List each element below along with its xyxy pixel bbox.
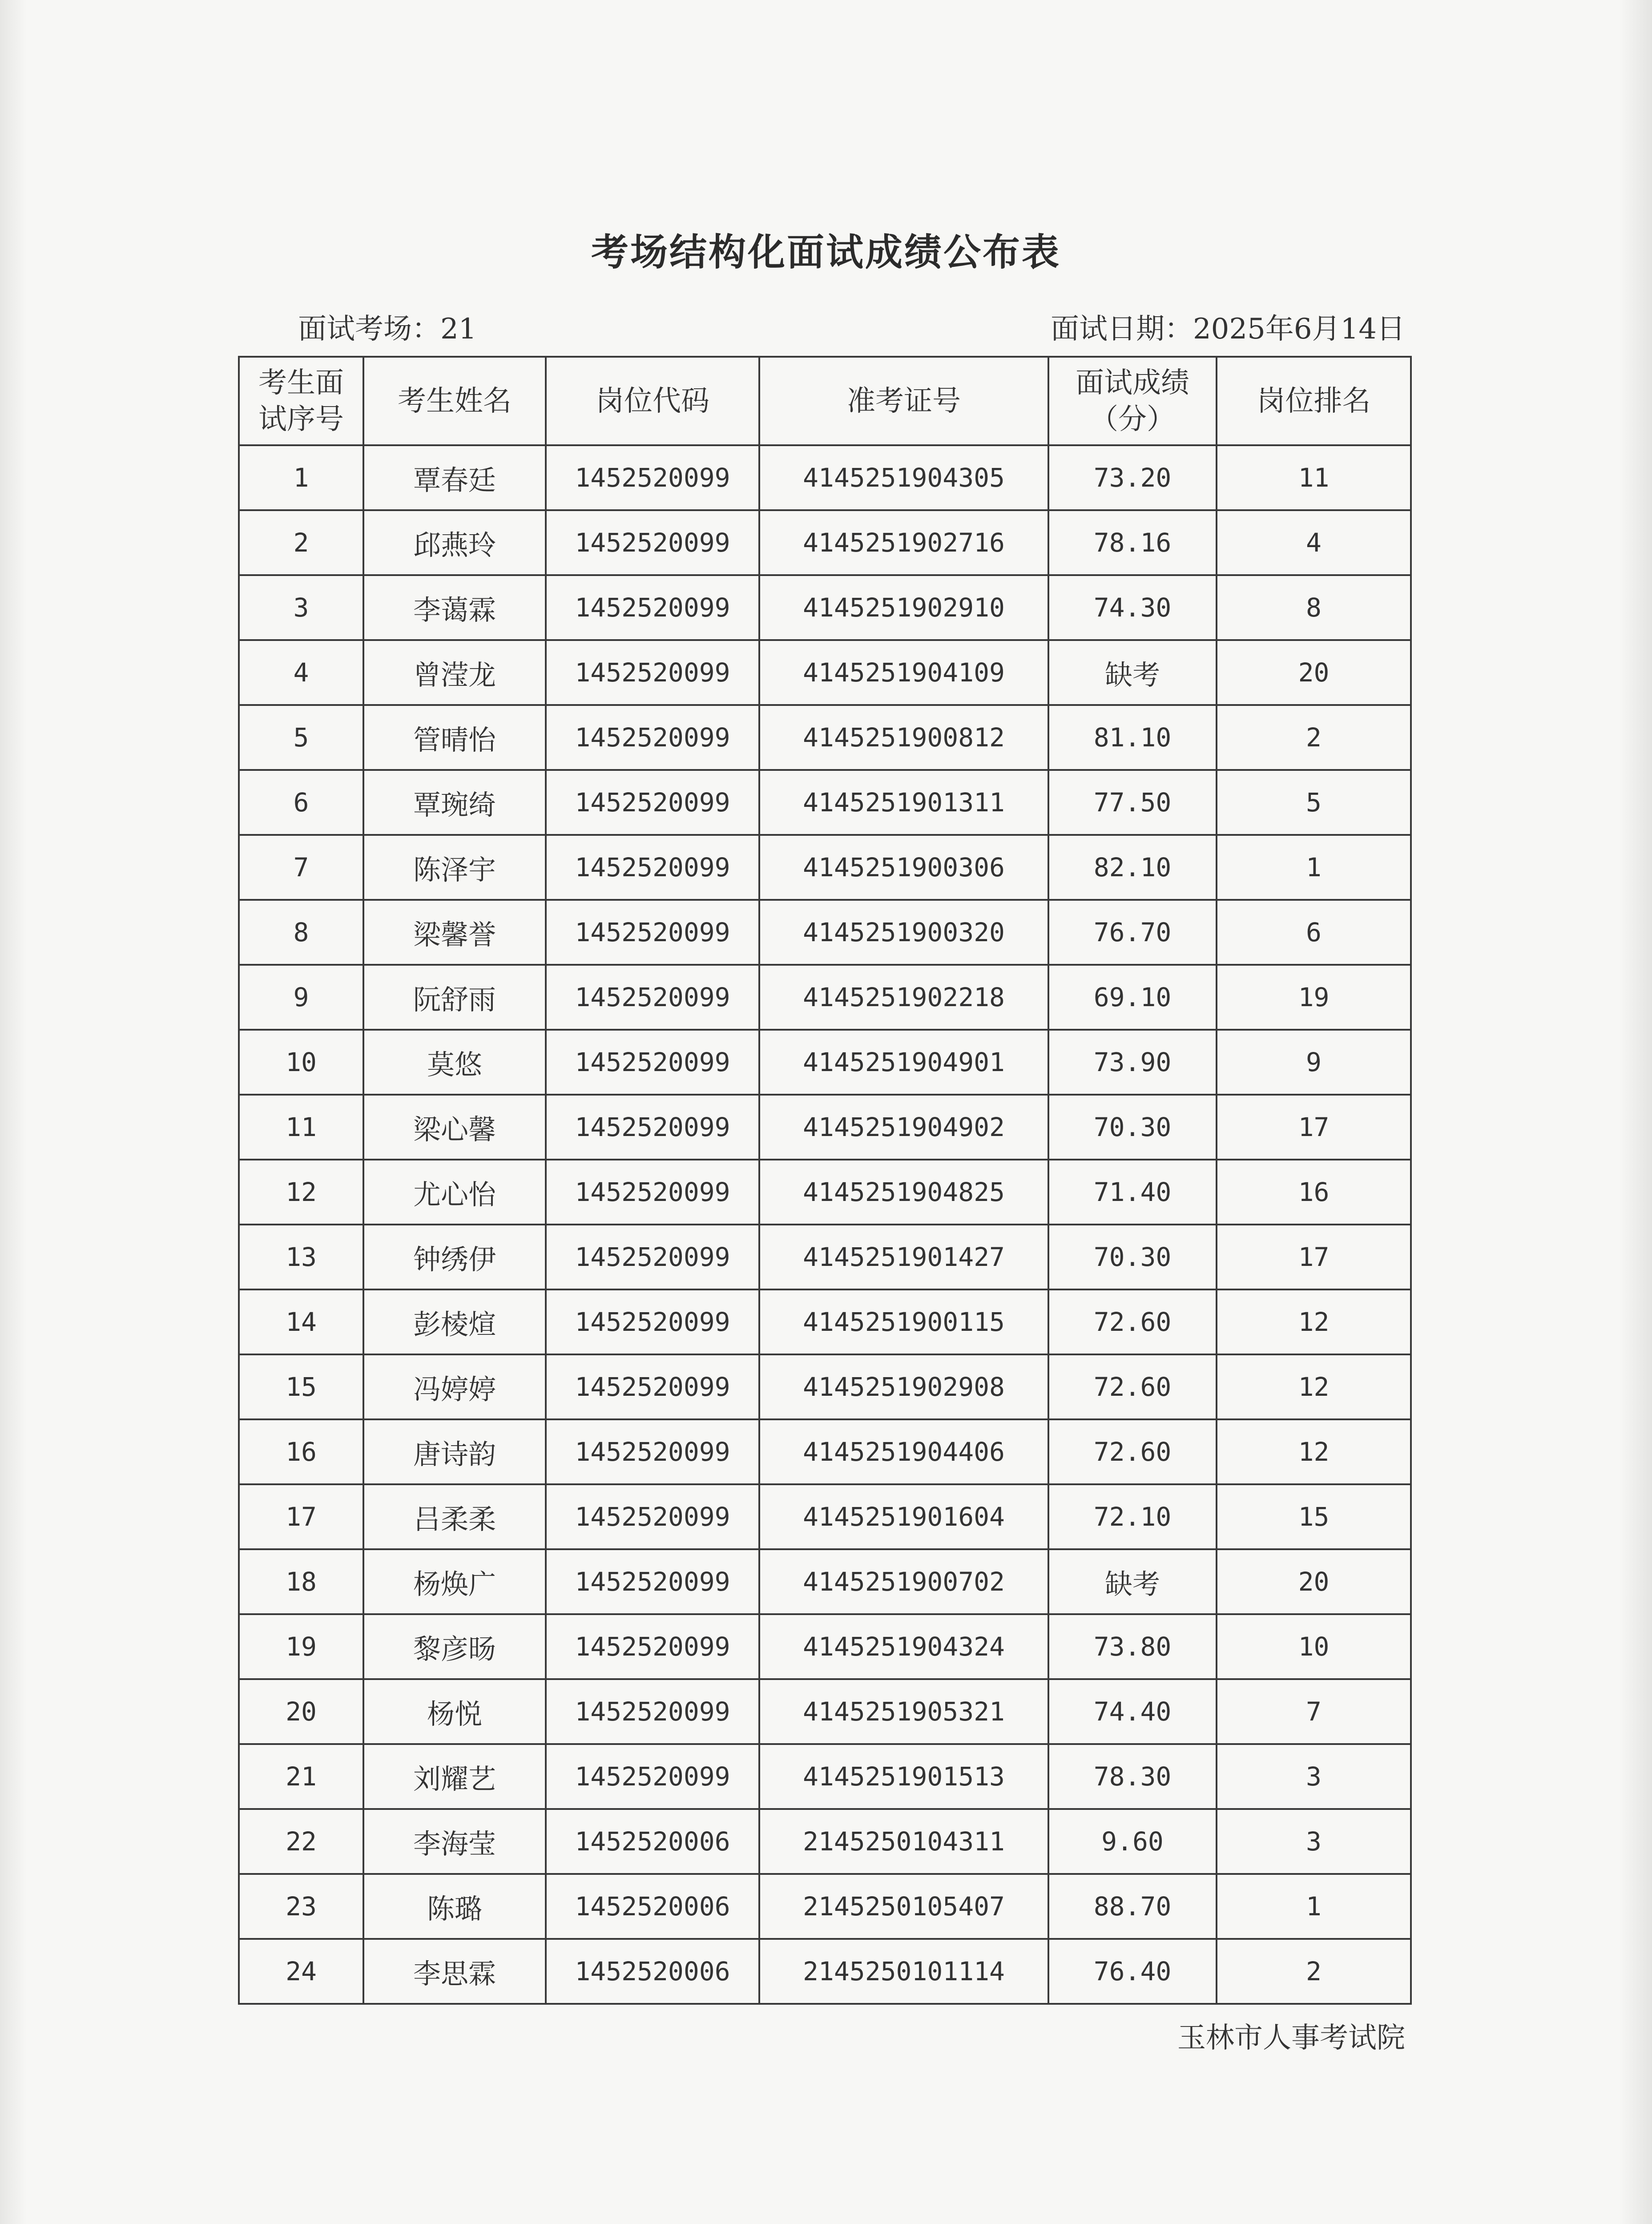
cell-score: 81.10: [1048, 705, 1217, 770]
table-row: [239, 770, 1411, 835]
cell-score: 71.40: [1048, 1160, 1217, 1225]
cell-name: 覃春廷: [363, 445, 546, 510]
table-row: [239, 1419, 1411, 1484]
cell-score: 72.10: [1048, 1484, 1217, 1549]
cell-position-code: 1452520099: [546, 965, 759, 1030]
cell-name: 梁心馨: [363, 1095, 546, 1160]
cell-ticket-no: 2145250101114: [759, 1939, 1048, 2004]
cell-name: 陈泽宇: [363, 835, 546, 900]
header-rank: 岗位排名: [1217, 357, 1411, 445]
cell-score: 76.70: [1048, 900, 1217, 965]
cell-rank: 6: [1217, 900, 1411, 965]
cell-score: 73.80: [1048, 1614, 1217, 1679]
cell-name: 阮舒雨: [363, 965, 546, 1030]
cell-position-code: 1452520099: [546, 835, 759, 900]
cell-position-code: 1452520099: [546, 770, 759, 835]
table-row: [239, 640, 1411, 705]
cell-score: 73.90: [1048, 1030, 1217, 1095]
cell-name: 莫悠: [363, 1030, 546, 1095]
cell-ticket-no: 4145251904901: [759, 1030, 1048, 1095]
cell-score: 82.10: [1048, 835, 1217, 900]
cell-rank: 20: [1217, 640, 1411, 705]
cell-seq: 3: [239, 575, 363, 640]
cell-position-code: 1452520006: [546, 1874, 759, 1939]
cell-ticket-no: 4145251900320: [759, 900, 1048, 965]
cell-rank: 19: [1217, 965, 1411, 1030]
cell-rank: 7: [1217, 1679, 1411, 1744]
cell-score: 74.30: [1048, 575, 1217, 640]
cell-rank: 12: [1217, 1419, 1411, 1484]
cell-rank: 4: [1217, 510, 1411, 575]
cell-ticket-no: 4145251902716: [759, 510, 1048, 575]
cell-name: 覃琬绮: [363, 770, 546, 835]
cell-position-code: 1452520099: [546, 1160, 759, 1225]
document-title: 考场结构化面试成绩公布表: [591, 230, 1061, 274]
cell-score: 72.60: [1048, 1354, 1217, 1419]
cell-position-code: 1452520099: [546, 705, 759, 770]
header-seq: 考生面试序号: [239, 357, 363, 445]
table-row: [239, 1484, 1411, 1549]
cell-rank: 15: [1217, 1484, 1411, 1549]
table-row: [239, 1160, 1411, 1225]
table-row: [239, 1354, 1411, 1419]
cell-score: 缺考: [1048, 1549, 1217, 1614]
cell-position-code: 1452520099: [546, 900, 759, 965]
cell-seq: 1: [239, 445, 363, 510]
table-header-row: [239, 357, 1411, 445]
table-row: [239, 1225, 1411, 1289]
cell-name: 陈璐: [363, 1874, 546, 1939]
cell-score: 74.40: [1048, 1679, 1217, 1744]
cell-rank: 3: [1217, 1744, 1411, 1809]
cell-name: 曾滢龙: [363, 640, 546, 705]
table-row: [239, 1679, 1411, 1744]
table-row: [239, 1030, 1411, 1095]
cell-name: 彭棱煊: [363, 1289, 546, 1354]
cell-seq: 16: [239, 1419, 363, 1484]
cell-position-code: 1452520099: [546, 575, 759, 640]
cell-rank: 5: [1217, 770, 1411, 835]
cell-ticket-no: 4145251904109: [759, 640, 1048, 705]
cell-name: 冯婷婷: [363, 1354, 546, 1419]
table-row: [239, 1809, 1411, 1874]
cell-ticket-no: 4145251902910: [759, 575, 1048, 640]
cell-rank: 2: [1217, 705, 1411, 770]
header-ticket-no: 准考证号: [759, 357, 1048, 445]
score-table: [238, 356, 1412, 2005]
cell-name: 梁馨誉: [363, 900, 546, 965]
cell-score: 70.30: [1048, 1225, 1217, 1289]
cell-ticket-no: 4145251904305: [759, 445, 1048, 510]
cell-rank: 17: [1217, 1095, 1411, 1160]
header-score: 面试成绩（分）: [1048, 357, 1217, 445]
cell-seq: 22: [239, 1809, 363, 1874]
cell-score: 72.60: [1048, 1289, 1217, 1354]
cell-name: 李思霖: [363, 1939, 546, 2004]
cell-name: 黎彦旸: [363, 1614, 546, 1679]
header-name: 考生姓名: [363, 357, 546, 445]
cell-rank: 2: [1217, 1939, 1411, 2004]
cell-position-code: 1452520099: [546, 1095, 759, 1160]
cell-position-code: 1452520006: [546, 1939, 759, 2004]
cell-ticket-no: 4145251904406: [759, 1419, 1048, 1484]
table-row: [239, 835, 1411, 900]
cell-seq: 18: [239, 1549, 363, 1614]
table-row: [239, 705, 1411, 770]
cell-score: 69.10: [1048, 965, 1217, 1030]
cell-ticket-no: 4145251901427: [759, 1225, 1048, 1289]
interview-date-label: 面试日期：2025年6月14日: [1050, 313, 1405, 346]
table-row: [239, 1289, 1411, 1354]
table-row: [239, 1095, 1411, 1160]
cell-position-code: 1452520099: [546, 510, 759, 575]
cell-position-code: 1452520099: [546, 1289, 759, 1354]
cell-score: 9.60: [1048, 1809, 1217, 1874]
cell-ticket-no: 4145251902218: [759, 965, 1048, 1030]
table-row: [239, 1939, 1411, 2004]
cell-seq: 11: [239, 1095, 363, 1160]
table-body: [239, 445, 1411, 2004]
cell-seq: 2: [239, 510, 363, 575]
cell-position-code: 1452520099: [546, 1679, 759, 1744]
table-row: [239, 1549, 1411, 1614]
cell-position-code: 1452520099: [546, 1354, 759, 1419]
cell-rank: 9: [1217, 1030, 1411, 1095]
table-row: [239, 1744, 1411, 1809]
cell-name: 钟绣伊: [363, 1225, 546, 1289]
cell-rank: 8: [1217, 575, 1411, 640]
cell-ticket-no: 4145251900115: [759, 1289, 1048, 1354]
cell-ticket-no: 2145250105407: [759, 1874, 1048, 1939]
cell-ticket-no: 4145251901513: [759, 1744, 1048, 1809]
cell-score: 73.20: [1048, 445, 1217, 510]
cell-rank: 12: [1217, 1354, 1411, 1419]
cell-seq: 21: [239, 1744, 363, 1809]
cell-score: 70.30: [1048, 1095, 1217, 1160]
cell-score: 72.60: [1048, 1419, 1217, 1484]
cell-ticket-no: 4145251905321: [759, 1679, 1048, 1744]
cell-ticket-no: 4145251900812: [759, 705, 1048, 770]
cell-name: 邱燕玲: [363, 510, 546, 575]
cell-position-code: 1452520006: [546, 1809, 759, 1874]
cell-position-code: 1452520099: [546, 1549, 759, 1614]
cell-rank: 10: [1217, 1614, 1411, 1679]
cell-ticket-no: 4145251900306: [759, 835, 1048, 900]
cell-name: 尤心怡: [363, 1160, 546, 1225]
table-row: [239, 1614, 1411, 1679]
cell-position-code: 1452520099: [546, 640, 759, 705]
cell-position-code: 1452520099: [546, 1614, 759, 1679]
cell-seq: 23: [239, 1874, 363, 1939]
cell-rank: 12: [1217, 1289, 1411, 1354]
cell-position-code: 1452520099: [546, 1744, 759, 1809]
cell-seq: 17: [239, 1484, 363, 1549]
cell-ticket-no: 4145251901604: [759, 1484, 1048, 1549]
cell-position-code: 1452520099: [546, 1419, 759, 1484]
cell-seq: 14: [239, 1289, 363, 1354]
cell-seq: 5: [239, 705, 363, 770]
cell-ticket-no: 4145251904825: [759, 1160, 1048, 1225]
cell-name: 李蔼霖: [363, 575, 546, 640]
cell-position-code: 1452520099: [546, 445, 759, 510]
cell-score: 88.70: [1048, 1874, 1217, 1939]
cell-score: 78.16: [1048, 510, 1217, 575]
cell-seq: 7: [239, 835, 363, 900]
cell-seq: 10: [239, 1030, 363, 1095]
cell-ticket-no: 2145250104311: [759, 1809, 1048, 1874]
cell-rank: 3: [1217, 1809, 1411, 1874]
cell-seq: 6: [239, 770, 363, 835]
issuing-organization: 玉林市人事考试院: [1177, 2022, 1405, 2055]
cell-rank: 17: [1217, 1225, 1411, 1289]
table-row: [239, 445, 1411, 510]
header-position-code: 岗位代码: [546, 357, 759, 445]
cell-position-code: 1452520099: [546, 1484, 759, 1549]
cell-position-code: 1452520099: [546, 1225, 759, 1289]
cell-score: 76.40: [1048, 1939, 1217, 2004]
cell-name: 李海莹: [363, 1809, 546, 1874]
cell-score: 缺考: [1048, 640, 1217, 705]
table-row: [239, 1874, 1411, 1939]
cell-name: 刘耀艺: [363, 1744, 546, 1809]
cell-seq: 15: [239, 1354, 363, 1419]
cell-position-code: 1452520099: [546, 1030, 759, 1095]
cell-ticket-no: 4145251900702: [759, 1549, 1048, 1614]
cell-ticket-no: 4145251902908: [759, 1354, 1048, 1419]
cell-rank: 20: [1217, 1549, 1411, 1614]
exam-room-label: 面试考场：21: [298, 313, 477, 346]
cell-name: 管晴怡: [363, 705, 546, 770]
cell-rank: 1: [1217, 1874, 1411, 1939]
cell-score: 78.30: [1048, 1744, 1217, 1809]
cell-score: 77.50: [1048, 770, 1217, 835]
cell-seq: 12: [239, 1160, 363, 1225]
cell-seq: 8: [239, 900, 363, 965]
cell-seq: 19: [239, 1614, 363, 1679]
table-row: [239, 965, 1411, 1030]
cell-ticket-no: 4145251904324: [759, 1614, 1048, 1679]
cell-name: 唐诗韵: [363, 1419, 546, 1484]
cell-name: 杨悦: [363, 1679, 546, 1744]
table-row: [239, 510, 1411, 575]
cell-seq: 4: [239, 640, 363, 705]
cell-seq: 13: [239, 1225, 363, 1289]
table-row: [239, 900, 1411, 965]
cell-seq: 24: [239, 1939, 363, 2004]
table-row: [239, 575, 1411, 640]
cell-seq: 9: [239, 965, 363, 1030]
cell-name: 吕柔柔: [363, 1484, 546, 1549]
cell-ticket-no: 4145251901311: [759, 770, 1048, 835]
cell-name: 杨焕广: [363, 1549, 546, 1614]
cell-rank: 1: [1217, 835, 1411, 900]
cell-rank: 16: [1217, 1160, 1411, 1225]
cell-seq: 20: [239, 1679, 363, 1744]
cell-ticket-no: 4145251904902: [759, 1095, 1048, 1160]
cell-rank: 11: [1217, 445, 1411, 510]
score-table-container: [238, 356, 1410, 2005]
